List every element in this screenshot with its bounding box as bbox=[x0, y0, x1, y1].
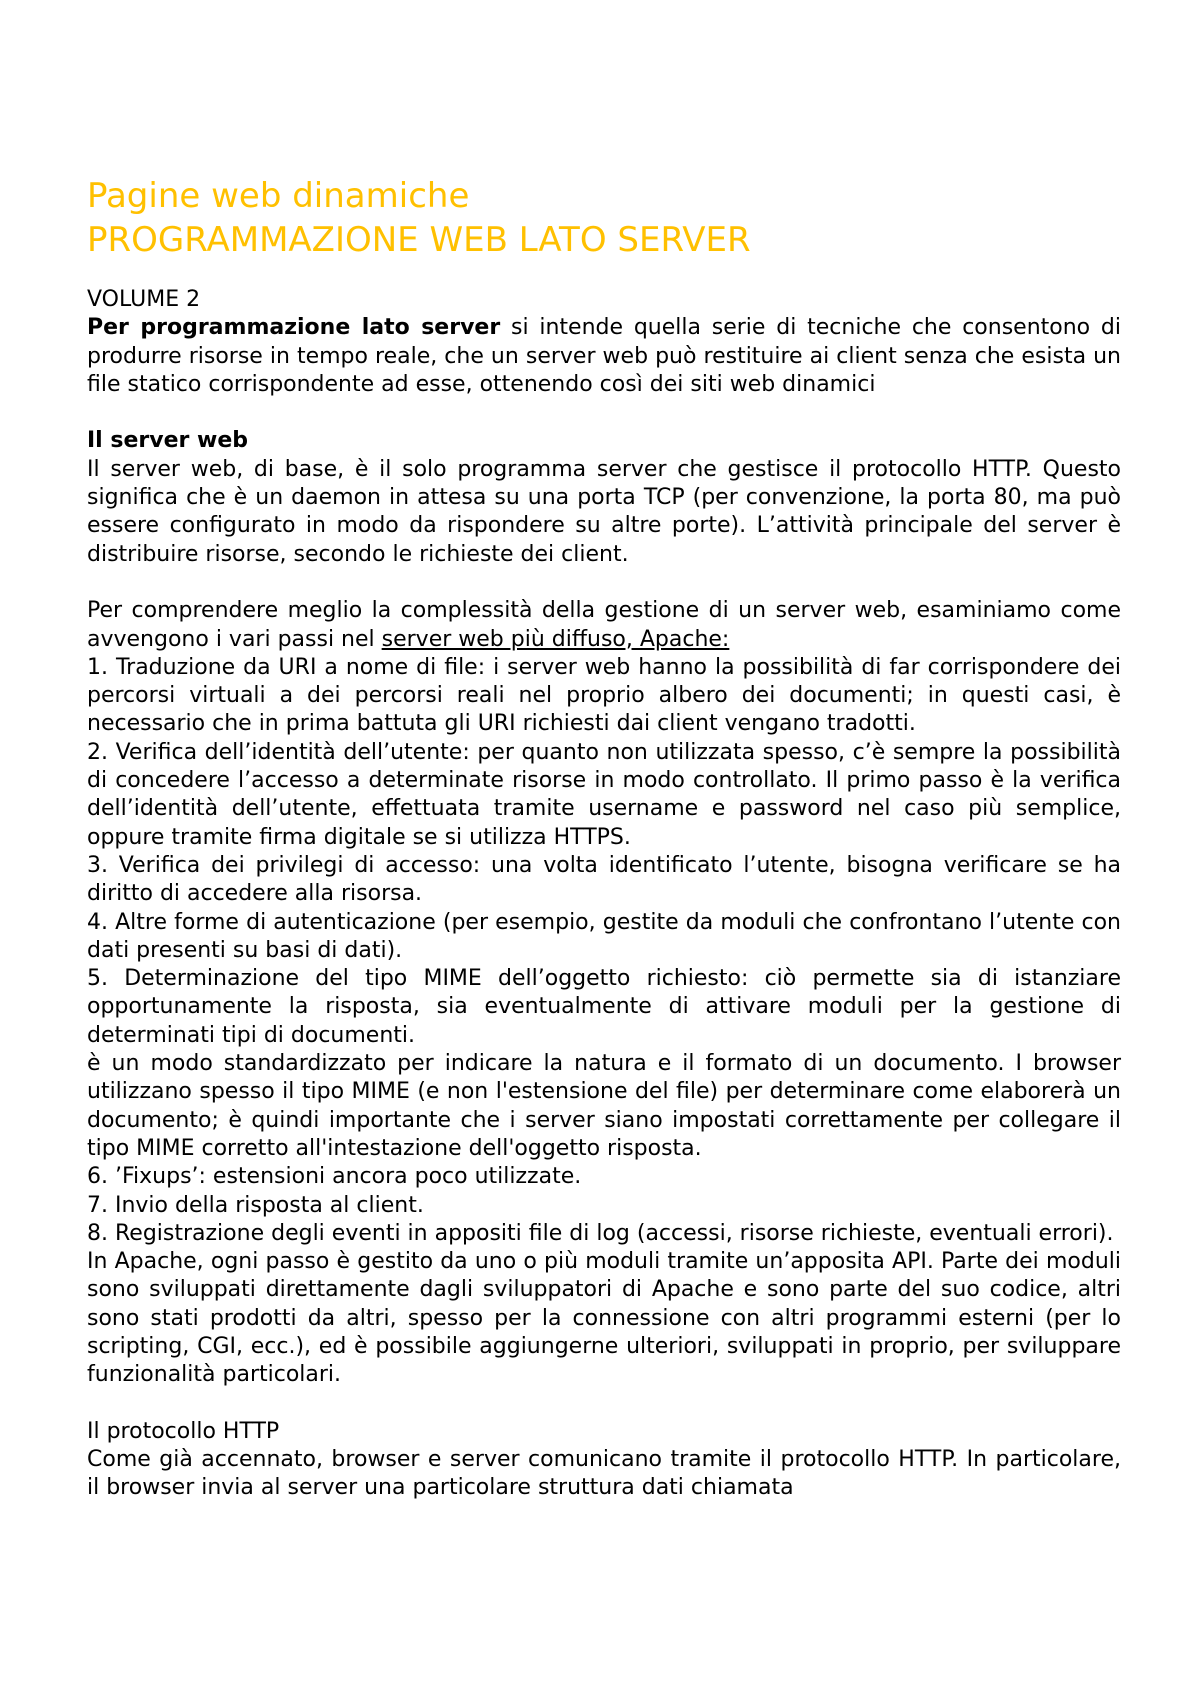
document-title: Pagine web dinamiche bbox=[87, 176, 470, 216]
http-paragraph: Come già accennato, browser e server comunicano tramite il protocollo HTTP. In particolare, il browser invia al server una particolare struttura dati chiamata bbox=[87, 1447, 1121, 1501]
spacer bbox=[87, 569, 1121, 597]
apache-intro-paragraph bbox=[87, 597, 1121, 654]
step-7: 7. Invio della risposta al client. bbox=[87, 1192, 424, 1218]
step-1: 1. Traduzione da URI a nome di file: i server web hanno la possibilità di far corrispondere dei percorsi virtuali a dei percorsi reali nel proprio albero dei documenti; in questi casi, è necessario che in prima battuta gli URI richiesti dai client vengano tradotti. bbox=[87, 654, 1121, 737]
apache-paragraph: In Apache, ogni passo è gestito da uno o più moduli tramite un’apposita API. Parte dei moduli sono sviluppati direttamente dagli sviluppatori di Apache e sono parte del suo codice, altri sono stati prodotti da altri, spesso per la connessione con altri programmi esterni (per lo scripting, CGI, ecc.), ed è possibile aggiungerne ulteriori, sviluppati in proprio, per sviluppare funzionalità particolari. bbox=[87, 1249, 1121, 1388]
apache-intro-text: Per comprendere meglio la complessità della gestione di un server web, esaminiamo come avvengono i vari passi nel bbox=[87, 598, 1121, 652]
server-heading-text: Il server web bbox=[87, 428, 249, 454]
intro-paragraph bbox=[87, 314, 1121, 399]
intro-bold-term: Per programmazione lato server bbox=[87, 315, 501, 341]
document-page bbox=[87, 174, 1121, 1503]
server-heading bbox=[87, 427, 1121, 455]
volume-label: VOLUME 2 bbox=[87, 287, 201, 312]
spacer bbox=[87, 1390, 1121, 1418]
intro-text: si intende quella serie di tecniche che consentono di produrre risorse in tempo reale, che un server web può restituire ai client senza che esista un file statico corrispondente ad esse, ottenendo così dei siti web dinamici bbox=[87, 315, 1121, 397]
spacer bbox=[87, 399, 1121, 427]
step-4: 4. Altre forme di autenticazione (per esempio, gestite da moduli che confrontano l’utente con dati presenti su basi di dati). bbox=[87, 909, 1121, 963]
step-6: 6. ’Fixups’: estensioni ancora poco utilizzate. bbox=[87, 1164, 582, 1190]
document-subtitle: PROGRAMMAZIONE WEB LATO SERVER bbox=[87, 220, 751, 260]
apache-link[interactable]: server web più diffuso, Apache: bbox=[381, 626, 730, 652]
step-8: 8. Registrazione degli eventi in appositi file di log (accessi, risorse richieste, eventuali errori). bbox=[87, 1220, 1114, 1246]
step-5: 5. Determinazione del tipo MIME dell’oggetto richiesto: ciò permette sia di istanziare opportunamente la risposta, sia eventualmente di attivare moduli per la gestione di determinati tipi di documenti. bbox=[87, 966, 1121, 1048]
step-3: 3. Verifica dei privilegi di accesso: una volta identificato l’utente, bisogna verificare se ha diritto di accedere alla risorsa. bbox=[87, 852, 1121, 907]
mime-paragraph: è un modo standardizzato per indicare la natura e il formato di un documento. I browser utilizzano spesso il tipo MIME (e non l'estensione del file) per determinare come elaborerà un documento; è quindi importante che i server siano impostati correttamente per collegare il tipo MIME corretto all'intestazione dell'oggetto risposta. bbox=[87, 1051, 1121, 1161]
step-2: 2. Verifica dell’identità dell’utente: per quanto non utilizzata spesso, c’è sempre la possibilità di concedere l’accesso a determinate risorse in modo controllato. Il primo passo è la verifica dell’identità dell’utente, effettuata tramite username e password nel caso più semplice, oppure tramite firma digitale se si utilizza HTTPS. bbox=[87, 739, 1121, 850]
server-paragraph: Il server web, di base, è il solo programma server che gestisce il protocollo HTTP. Questo significa che è un daemon in attesa su una porta TCP (per convenzione, la porta 80, ma può essere configurato in modo da rispondere su altre porte). L’attività principale del server è distribuire risorse, secondo le richieste dei client. bbox=[87, 456, 1121, 567]
http-heading: Il protocollo HTTP bbox=[87, 1418, 280, 1444]
